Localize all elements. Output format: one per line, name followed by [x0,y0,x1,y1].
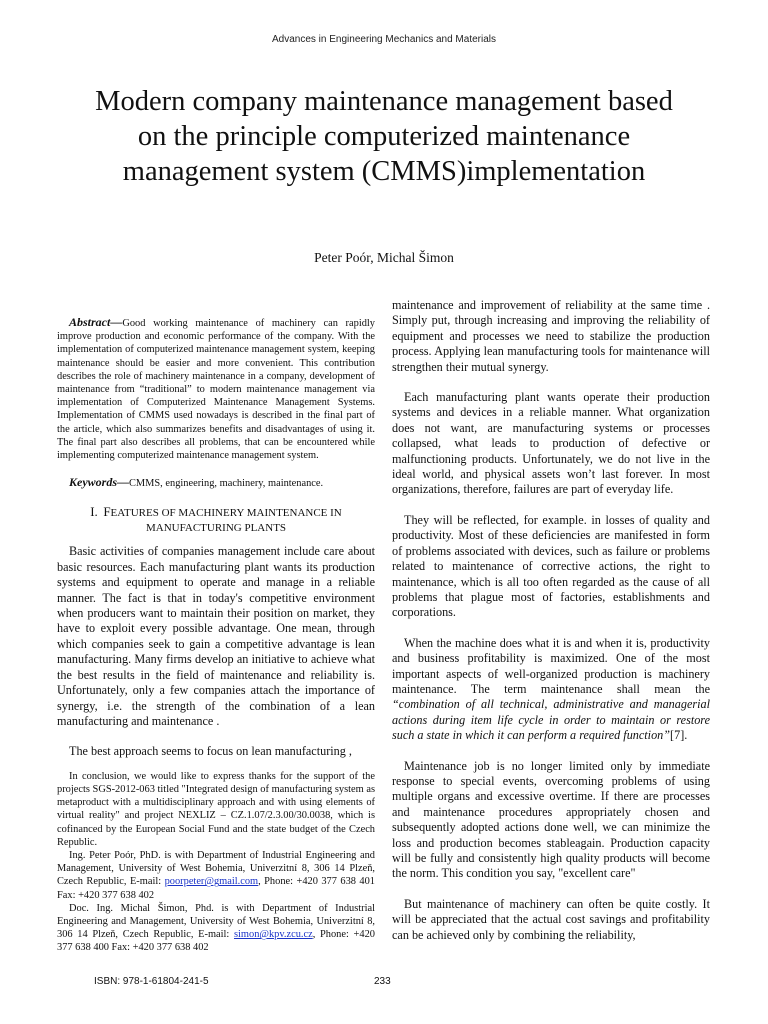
section-initial: F [103,504,111,520]
authors: Peter Poór, Michal Šimon [314,250,454,265]
running-head: Advances in Engineering Mechanics and Materials [271,34,496,45]
citation-ref: [7]. [670,728,688,743]
body-paragraph: They will be reflected, for example. in losses of quality and productivity. Most of these deficiencies are manifested in form of problems associated with devices, such as failure or problems related to maintenance of corrective actions, the right to maintenance, which is all too often regarded as the cause of all problems that plague most of factories, establishments and corporations. [392,512,710,620]
footnote-author-1 [57,849,375,902]
footnote-text: Ing. Peter Poór, PhD. is with Department of Industrial Engineering and Management, University of West Bohemia, Univerzitní 8, 306 14 Plzeň, Czech Republic, E-mail: [57,849,375,888]
abstract-text: Good working maintenance of machinery can rapidly improve production and economic performance of the company. With the implementation of computerized maintenance management system, keeping maintenance should be easier and more convenient. This contribution describes the role of machinery maintenance in a company, development of maintenance from “traditional” to modern maintenance management via implementation of Computerized Maintenance Management Systems. Implementation of CMMS used nowadays is described in the final part of the article, which also summarizes benefits and disadvantages of using it. The final part also describes all problems, that can be encountered while implementing computerized maintenance management system. [57,318,375,462]
footnote-acknowledgement: In conclusion, we would like to express thanks for the support of the projects SGS-2012-063 titled "Integrated design of manufacturing system as metaproduct with a multidisciplinary approach and with using elements of virtual reality" and project NEXLIZ – CZ.1.07/2.3.00/30.0038, which is cofinanced by the European Social Fund and the state budget of the Czech Republic. [57,770,375,848]
footnotes [57,770,375,955]
right-column [392,298,710,943]
paper-title: Modern company maintenance management based on the principle computerized maintenance management system (CMMS)implementation [95,86,673,187]
body-paragraph: Each manufacturing plant wants operate their production systems and devices in a reliable manner. What organization does not want, are manufacturing systems or processes collapsed, what leads to production of defective or malfunctioning products. Unfortunately, we do not live in the ideal world, and physical assets won’t last forever. In most organizations, therefore, failures are part of everyday life. [392,390,710,497]
footnote-text: , Phone: +420 377 638 400 Fax: +420 377 638 402 [57,929,375,954]
author-2-email-link[interactable]: simon@kpv.zcu.cz [233,929,313,941]
abstract [57,316,375,462]
body-paragraph: Maintenance job is no longer limited only by immediate response to special events, overcoming problems of using multiple organs and excessive overtime. If there are processes and maintenance procedures appropriately chosen and subsequently adopted actions done well, we can minimize the loss and production becomes stableagain. Production capacity will be fully and consistently high quality products will become the norm. This condition you say, "excellent care" [392,758,710,881]
body-paragraph: Basic activities of companies management include care about basic resources. Each manufacturing plant wants its production systems and equipment to operate and manage in a reliable manner. The fact is that in today's competitive environment when producers want to maintain their position on market, they have to exploit every possible advantage. One mean, through which companies seek to gain a competitive advantage is lean manufacturing. Many firms develop an initiative to achieve what the best results in the field of maintenance and reliability is. Unfortunately, only a few companies attach the importance of synergy, i.e. the strength of the combination of a lean manufacturing and maintenance . [57,544,375,728]
keywords-lead: Keywords— [69,475,129,490]
body-paragraph [392,636,710,744]
page-number: 233 [374,976,391,987]
left-column [57,298,375,955]
section-number: I. [90,504,98,520]
footnote-author-2 [57,902,375,955]
section-title-rest: EATURES OF MACHINERY MAINTENANCE IN [110,507,342,520]
footer-isbn: ISBN: 978-1-61804-241-5 [94,976,209,987]
maintenance-definition-quote: “combination of all technical, administrative and managerial actions during item life cycle in order to maintain or restore such a state in which it can perform a required function” [392,697,710,743]
footnote-text: Doc. Ing. Michal Šimon, Phd. is with Department of Industrial Engineering and Management, University of West Bohemia, Univerzitní 8, 306 14 Plzeň, Czech Republic, E-mail: [57,902,375,941]
body-paragraph: But maintenance of machinery can often be quite costly. It will be appreciated that the actual cost savings and profitability can be achieved only by combining the reliability, [392,896,710,942]
author-1-email-link[interactable]: poorpeter@gmail.com [164,876,259,888]
paragraph-text: When the machine does what it is and when it is, productivity and business profitability is maximized. One of the most important aspects of well-organized production is machinery maintenance. The term maintenance shall mean the [392,635,710,696]
body-paragraph: The best approach seems to focus on lean manufacturing , [69,744,352,759]
section-heading [57,504,375,536]
abstract-lead: Abstract— [69,315,123,329]
body-paragraph: maintenance and improvement of reliability at the same time . Simply put, through increasing and improving the reliability of equipment and processes we need to stabilize the production process. Applying lean manufacturing tools for maintenance will strengthen their mutual synergy. [392,298,710,374]
keywords [57,476,375,490]
keywords-text: CMMS, engineering, machinery, maintenance. [129,478,324,490]
section-title-line2: MANUFACTURING PLANTS [145,522,287,535]
footnote-text: , Phone: +420 377 638 401 Fax: +420 377 638 402 [57,876,376,901]
